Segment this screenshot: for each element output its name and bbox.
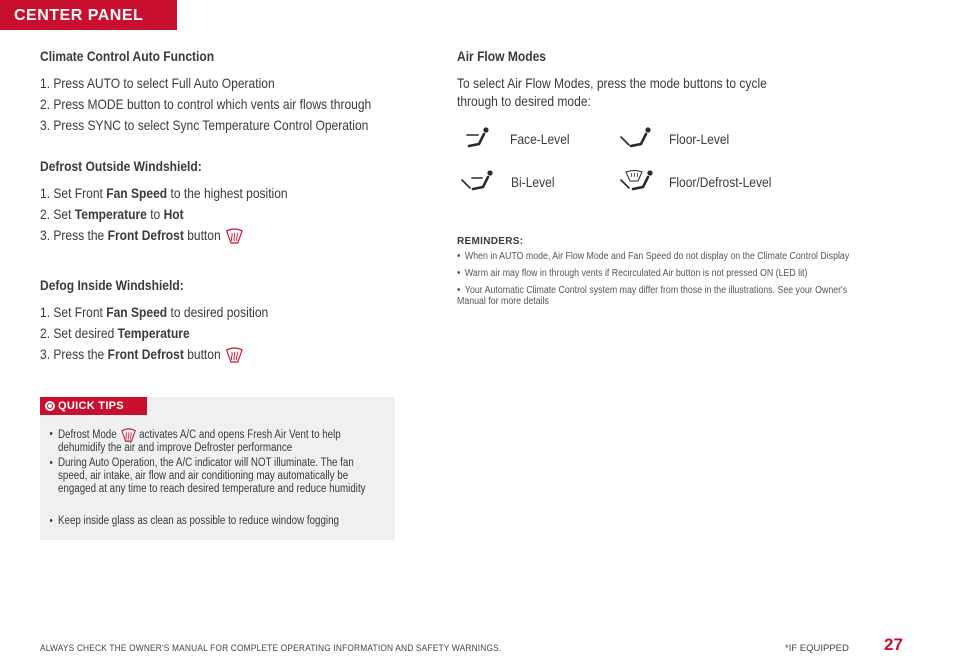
tip-3: • Keep inside glass as clean as possible to reduce window fogging [49,515,339,527]
air-flow-intro-1: To select Air Flow Modes, press the mode buttons to cycle [457,75,767,91]
section-tab: CENTER PANEL [0,0,177,30]
front-defrost-icon [226,228,243,244]
reminders-title: REMINDERS: [457,236,524,247]
mode-floor-defrost-level: Floor/Defrost-Level [620,169,788,195]
reminder-3: • Your Automatic Climate Control system may differ from those in the illustrations. See your Owner's Manual for more details [457,284,848,307]
footer-if-equipped: *IF EQUIPPED [785,643,849,654]
auto-function-title: Climate Control Auto Function [40,48,215,64]
tip-2: • During Auto Operation, the A/C indicator will NOT illuminate. The fan speed, air intake, air flow and air conditioning may automatically be engaged at any time to reach desired temperature and reduce humidity [49,457,366,496]
mode-floor-level: Floor-Level [620,126,739,152]
reminder-1: • When in AUTO mode, Air Flow Mode and Fan Speed do not display on the Climate Control Display [457,250,850,262]
auto-step-1: 1. Press AUTO to select Full Auto Operation [40,75,275,91]
front-defrost-icon [226,347,243,363]
air-flow-title: Air Flow Modes [457,48,546,64]
page-number: 27 [884,635,903,654]
front-defrost-icon [121,428,136,442]
reminder-2: • Warm air may flow in through vents if Recirculated Air button is not pressed ON (LED lit) [457,267,808,279]
defog-step-3: 3. Press the Front Defrost button [40,346,243,363]
defog-title: Defog Inside Windshield: [40,277,184,293]
defrost-step-1: 1. Set Front Fan Speed to the highest position [40,185,288,201]
mode-face-level: Face-Level [465,126,579,152]
defog-step-1: 1. Set Front Fan Speed to desired position [40,304,269,320]
mode-bi-level: Bi-Level [460,169,562,195]
quick-tips-label: QUICK TIPS [40,397,147,415]
floor-level-icon [620,126,654,152]
auto-step-2: 2. Press MODE button to control which vents air flows through [40,96,372,112]
defrost-step-3: 3. Press the Front Defrost button [40,227,243,244]
defrost-title: Defrost Outside Windshield: [40,158,202,174]
tip-1: • Defrost Mode activates A/C and opens Fresh Air Vent to help dehumidify the air and improve Defroster performance [49,428,341,455]
defog-step-2: 2. Set desired Temperature [40,325,190,341]
floor-defrost-icon [620,169,656,195]
air-flow-intro-2: through to desired mode: [457,93,591,109]
tip-target-icon [45,401,55,411]
bi-level-icon [460,169,496,195]
defrost-step-2: 2. Set Temperature to Hot [40,206,184,222]
auto-step-3: 3. Press SYNC to select Sync Temperature Control Operation [40,117,369,133]
footer-disclaimer: ALWAYS CHECK THE OWNER'S MANUAL FOR COMPLETE OPERATING INFORMATION AND SAFETY WARNINGS. [40,643,502,654]
face-level-icon [465,126,495,152]
